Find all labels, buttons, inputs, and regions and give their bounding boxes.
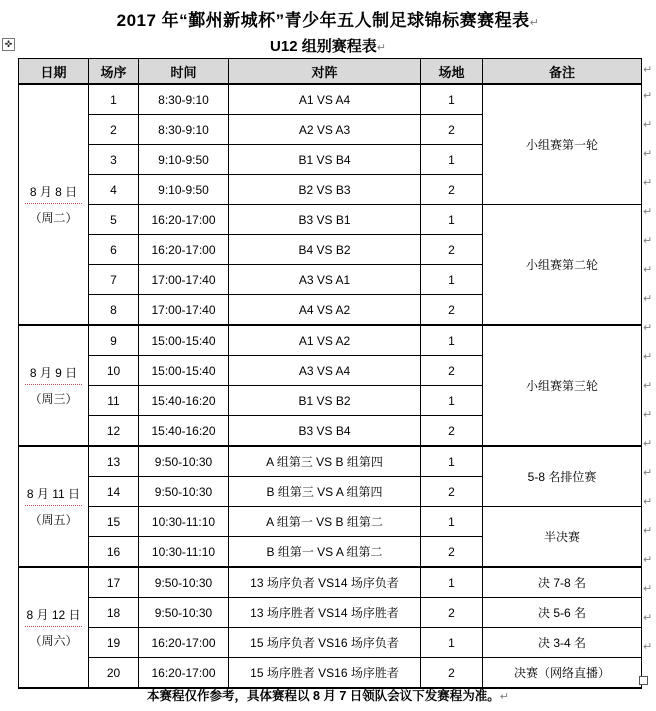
cell-time: 9:50-10:30: [139, 567, 229, 598]
table-header-row: [19, 59, 642, 85]
cell-field: 1: [421, 567, 483, 598]
paragraph-mark-icon: ↵: [643, 554, 653, 566]
cell-note: 小组赛第三轮: [483, 325, 642, 446]
cell-no: 7: [89, 265, 139, 295]
footnote-text: 本赛程仅作参考，具体赛程以 8 月 7 日领队会议下发赛程为准。: [146, 689, 500, 703]
column-header-date: 日期: [19, 59, 89, 85]
cell-match: 15 场序负者 VS16 场序负者: [229, 628, 421, 658]
paragraph-mark-icon: ↵: [499, 691, 509, 703]
cell-note: 决 7-8 名: [483, 567, 642, 598]
cell-match: B3 VS B4: [229, 416, 421, 447]
cell-field: 2: [421, 477, 483, 507]
cell-match: A 组第三 VS B 组第四: [229, 446, 421, 477]
cell-time: 8:30-9:10: [139, 84, 229, 115]
cell-field: 1: [421, 205, 483, 235]
cell-field: 1: [421, 507, 483, 537]
cell-match: B3 VS B1: [229, 205, 421, 235]
date-line-2: （周二）: [29, 210, 78, 225]
date-line-2: （周五）: [29, 512, 78, 527]
cell-time: 15:00-15:40: [139, 356, 229, 386]
table-row: [19, 658, 642, 689]
cell-time: 10:30-11:10: [139, 507, 229, 537]
cell-no: 17: [89, 567, 139, 598]
cell-note: 决赛（网络直播）: [483, 658, 642, 689]
paragraph-mark-icon: ↵: [643, 583, 653, 595]
paragraph-mark-icon: ↵: [643, 351, 653, 363]
cell-match: A1 VS A2: [229, 325, 421, 356]
table-row: [19, 84, 642, 115]
cell-field: 1: [421, 386, 483, 416]
cell-no: 12: [89, 416, 139, 447]
cell-no: 2: [89, 115, 139, 145]
cell-no: 5: [89, 205, 139, 235]
cell-no: 18: [89, 598, 139, 628]
paragraph-mark-icon: ↵: [643, 206, 653, 218]
cell-note: 小组赛第一轮: [483, 84, 642, 205]
cell-time: 16:20-17:00: [139, 235, 229, 265]
cell-time: 10:30-11:10: [139, 537, 229, 568]
cell-match: A2 VS A3: [229, 115, 421, 145]
paragraph-mark-icon: ↵: [643, 641, 653, 653]
table-row: [19, 325, 642, 356]
paragraph-mark-icon: ↵: [643, 322, 653, 334]
date-line-2: （周六）: [29, 633, 78, 648]
cell-match: A3 VS A4: [229, 356, 421, 386]
cell-field: 2: [421, 416, 483, 447]
paragraph-mark-icon: ↵: [643, 525, 653, 537]
date-line-1: 8 月 8 日: [25, 182, 82, 204]
page-title: [0, 10, 656, 34]
paragraph-mark-icon: ↵: [643, 235, 653, 247]
table-row: [19, 628, 642, 658]
paragraph-mark-icon: ↵: [643, 409, 653, 421]
cell-no: 20: [89, 658, 139, 689]
cell-no: 11: [89, 386, 139, 416]
page-title-text: 2017 年“鄞州新城杯”青少年五人制足球锦标赛赛程表: [116, 11, 530, 30]
table-row: [19, 446, 642, 477]
cell-no: 1: [89, 84, 139, 115]
cell-no: 14: [89, 477, 139, 507]
cell-match: B1 VS B4: [229, 145, 421, 175]
cell-no: 6: [89, 235, 139, 265]
page-subtitle: [0, 37, 656, 58]
cell-match: A3 VS A1: [229, 265, 421, 295]
cell-no: 16: [89, 537, 139, 568]
paragraph-mark-icon: ↵: [643, 612, 653, 624]
cell-time: 15:40-16:20: [139, 416, 229, 447]
title-block: [0, 0, 656, 58]
footnote: [0, 686, 656, 704]
paragraph-mark-icon: ↵: [643, 438, 653, 450]
schedule-table: [18, 58, 642, 689]
cell-no: 15: [89, 507, 139, 537]
cell-match: 13 场序负者 VS14 场序负者: [229, 567, 421, 598]
cell-field: 2: [421, 295, 483, 326]
paragraph-mark-icon: ↵: [643, 293, 653, 305]
cell-note: 半决赛: [483, 507, 642, 568]
cell-field: 2: [421, 537, 483, 568]
page-subtitle-text: U12 组别赛程表: [270, 38, 377, 55]
date-cell: [19, 446, 89, 567]
paragraph-mark-icon: ↵: [643, 177, 653, 189]
cell-field: 2: [421, 598, 483, 628]
paragraph-mark-icon: ↵: [643, 90, 653, 102]
cell-time: 9:50-10:30: [139, 446, 229, 477]
cell-note: 决 3-4 名: [483, 628, 642, 658]
table-resize-handle[interactable]: [639, 676, 648, 685]
cell-field: 1: [421, 145, 483, 175]
cell-no: 13: [89, 446, 139, 477]
cell-no: 8: [89, 295, 139, 326]
cell-time: 15:00-15:40: [139, 325, 229, 356]
date-line-1: 8 月 11 日: [25, 484, 82, 506]
column-header-no: 场序: [89, 59, 139, 85]
cell-time: 9:10-9:50: [139, 145, 229, 175]
cell-no: 4: [89, 175, 139, 205]
cell-match: B2 VS B3: [229, 175, 421, 205]
date-cell: [19, 567, 89, 688]
cell-time: 17:00-17:40: [139, 265, 229, 295]
paragraph-mark-icon: ↵: [643, 119, 653, 131]
cell-no: 3: [89, 145, 139, 175]
table-row: [19, 567, 642, 598]
paragraph-mark-icon: ↵: [643, 467, 653, 479]
cell-match: A4 VS A2: [229, 295, 421, 326]
cell-time: 16:20-17:00: [139, 205, 229, 235]
table-move-handle-icon[interactable]: ✜: [2, 38, 15, 51]
paragraph-mark-icon: ↵: [643, 64, 653, 76]
cell-field: 2: [421, 175, 483, 205]
table-row: [19, 507, 642, 537]
date-line-2: （周三）: [29, 391, 78, 406]
date-cell: [19, 84, 89, 325]
date-line-1: 8 月 12 日: [25, 605, 82, 627]
column-header-field: 场地: [421, 59, 483, 85]
paragraph-mark-icon: ↵: [643, 496, 653, 508]
cell-time: 16:20-17:00: [139, 628, 229, 658]
cell-time: 9:50-10:30: [139, 477, 229, 507]
cell-time: 9:50-10:30: [139, 598, 229, 628]
cell-field: 2: [421, 356, 483, 386]
cell-time: 15:40-16:20: [139, 386, 229, 416]
cell-field: 2: [421, 658, 483, 689]
cell-match: B 组第三 VS A 组第四: [229, 477, 421, 507]
cell-field: 1: [421, 84, 483, 115]
cell-no: 19: [89, 628, 139, 658]
paragraph-mark-icon: ↵: [643, 380, 653, 392]
table-row: [19, 598, 642, 628]
cell-field: 1: [421, 325, 483, 356]
cell-match: A 组第一 VS B 组第二: [229, 507, 421, 537]
paragraph-marks-column: [641, 58, 656, 662]
cell-match: 15 场序胜者 VS16 场序胜者: [229, 658, 421, 689]
paragraph-mark-icon: ↵: [376, 42, 386, 54]
cell-match: B1 VS B2: [229, 386, 421, 416]
cell-note: 决 5-6 名: [483, 598, 642, 628]
date-line-1: 8 月 9 日: [25, 363, 82, 385]
cell-time: 8:30-9:10: [139, 115, 229, 145]
cell-note: 小组赛第二轮: [483, 205, 642, 326]
cell-field: 2: [421, 115, 483, 145]
cell-match: 13 场序胜者 VS14 场序胜者: [229, 598, 421, 628]
cell-field: 1: [421, 446, 483, 477]
cell-match: B4 VS B2: [229, 235, 421, 265]
cell-field: 1: [421, 265, 483, 295]
cell-field: 1: [421, 628, 483, 658]
paragraph-mark-icon: ↵: [643, 264, 653, 276]
cell-field: 2: [421, 235, 483, 265]
cell-time: 16:20-17:00: [139, 658, 229, 689]
column-header-note: 备注: [483, 59, 642, 85]
paragraph-mark-icon: ↵: [529, 17, 540, 29]
paragraph-mark-icon: ↵: [643, 148, 653, 160]
column-header-time: 时间: [139, 59, 229, 85]
cell-match: A1 VS A4: [229, 84, 421, 115]
cell-no: 9: [89, 325, 139, 356]
cell-match: B 组第一 VS A 组第二: [229, 537, 421, 568]
table-row: [19, 205, 642, 235]
column-header-match: 对阵: [229, 59, 421, 85]
cell-note: 5-8 名排位赛: [483, 446, 642, 507]
cell-time: 9:10-9:50: [139, 175, 229, 205]
cell-time: 17:00-17:40: [139, 295, 229, 326]
date-cell: [19, 325, 89, 446]
cell-no: 10: [89, 356, 139, 386]
